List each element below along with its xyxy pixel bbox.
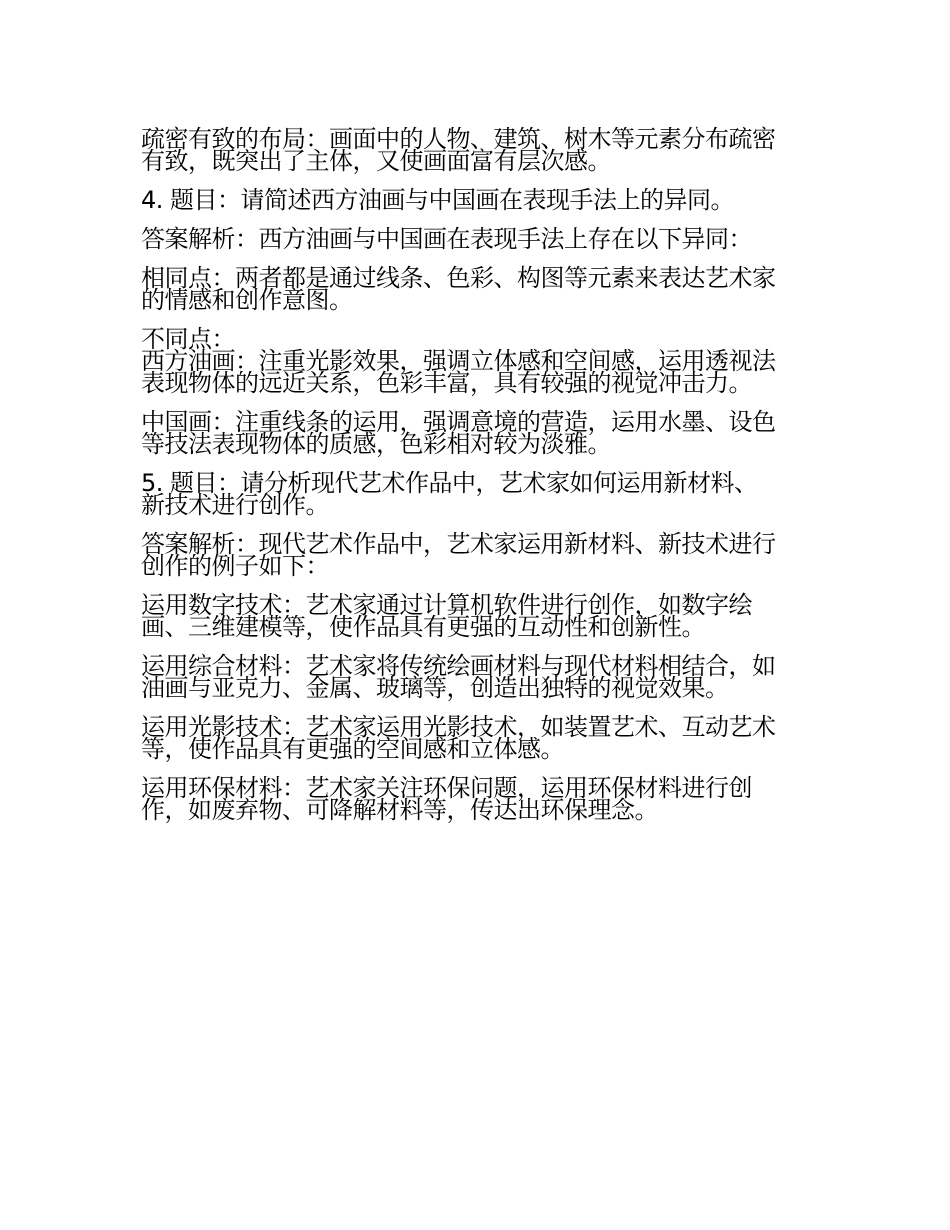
- western-oil-painting-paragraph: 西方油画：注重光影效果，强调立体感和空间感，运用透视法 表现物体的远近关系，色彩丰富，具有较强的视觉冲击力。: [141, 347, 776, 397]
- mixed-materials-paragraph: 运用综合材料：艺术家将传统绘画材料与现代材料相结合，如 油画与亚克力、金属、玻璃等，创造出独特的视觉效果。: [141, 652, 776, 702]
- light-shadow-technology-paragraph: 运用光影技术：艺术家运用光影技术，如装置艺术、互动艺术 等，使作品具有更强的空间感和立体感。: [141, 713, 776, 763]
- eco-materials-paragraph: 运用环保材料：艺术家关注环保问题，运用环保材料进行创 作，如废弃物、可降解材料等，传达出环保理念。: [141, 774, 752, 824]
- chinese-painting-paragraph: 中国画：注重线条的运用，强调意境的营造，运用水墨、设色 等技法表现物体的质感，色彩相对较为淡雅。: [141, 408, 776, 458]
- digital-technology-paragraph: 运用数字技术：艺术家通过计算机软件进行创作，如数字绘 画、三维建模等，使作品具有更强的互动性和创新性。: [141, 591, 752, 641]
- differences-heading: 不同点：: [141, 325, 235, 353]
- question-5: 5. 题目：请分析现代艺术作品中，艺术家如何运用新材料、 新技术进行创作。: [141, 469, 758, 519]
- question-4: 4. 题目：请简述西方油画与中国画在表现手法上的异同。: [141, 186, 735, 214]
- answer-analysis-4: 答案解析：西方油画与中国画在表现手法上存在以下异同：: [141, 225, 752, 253]
- similarities-paragraph: 相同点：两者都是通过线条、色彩、构图等元素来表达艺术家 的情感和创作意图。: [141, 264, 776, 314]
- document-body: [141, 125, 813, 838]
- paragraph-layout-sparse-dense: 疏密有致的布局：画面中的人物、建筑、树木等元素分布疏密 有致，既突出了主体，又使画面富有层次感。: [141, 125, 776, 175]
- answer-analysis-5: 答案解析：现代艺术作品中，艺术家运用新材料、新技术进行 创作的例子如下：: [141, 530, 776, 580]
